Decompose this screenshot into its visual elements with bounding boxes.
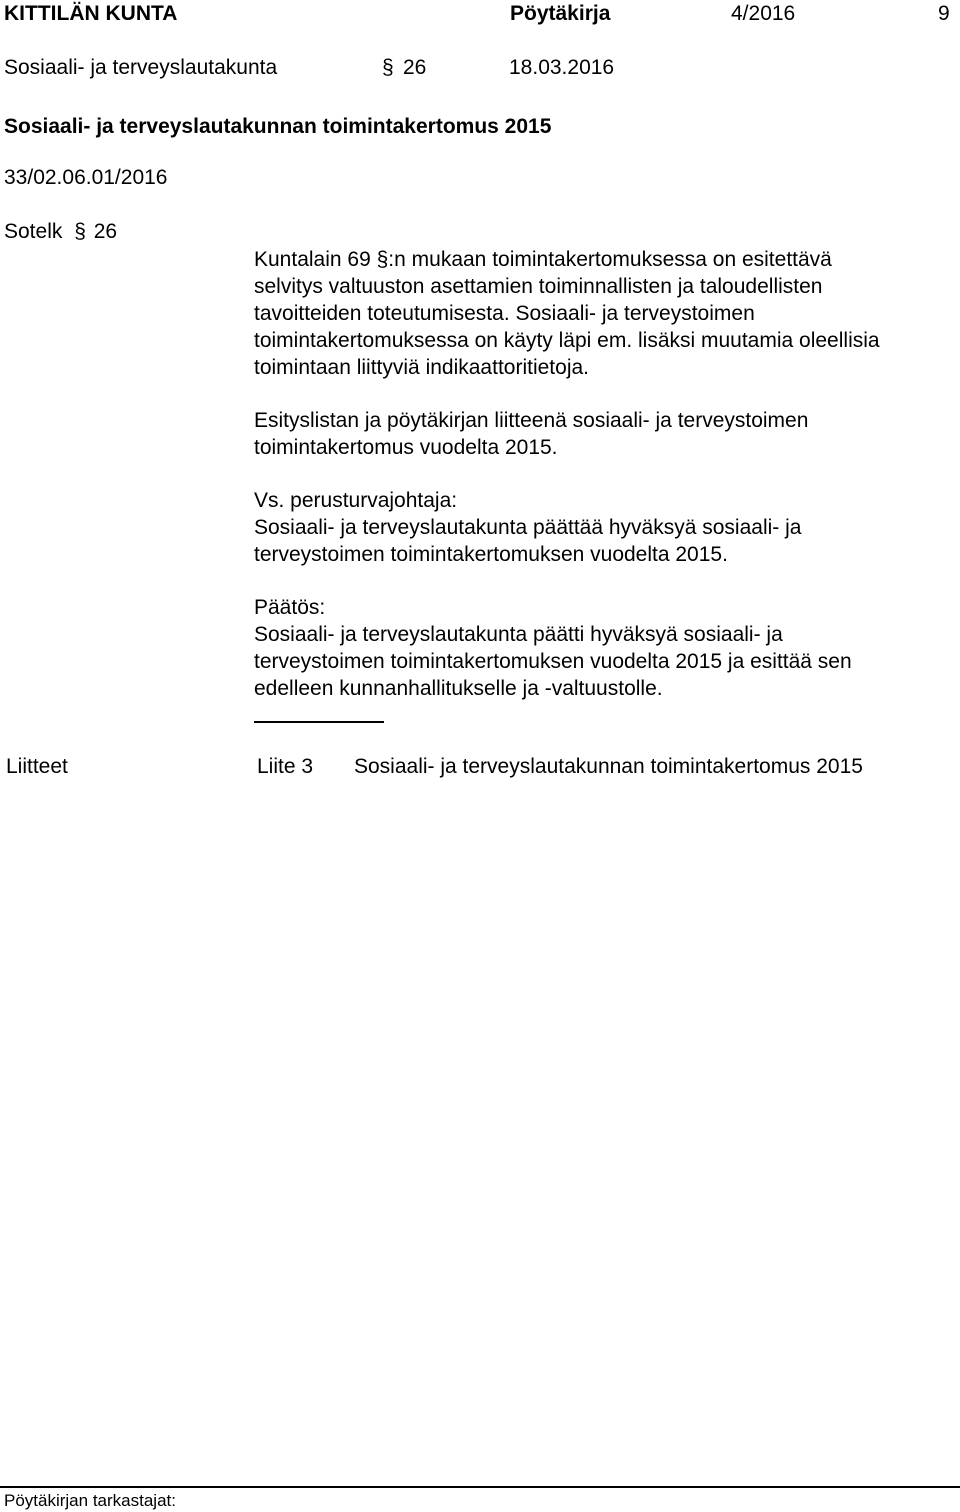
decision-label: Päätös: xyxy=(254,596,326,619)
reference-section-symbol: § xyxy=(74,220,86,243)
body-line: tavoitteiden toteutumisesta. Sosiaali- ja terveystoimen xyxy=(254,302,755,325)
decision-line: Sosiaali- ja terveyslautakunta päätti hyväksyä sosiaali- ja xyxy=(254,623,783,646)
attachment-id: Liite 3 xyxy=(257,755,314,778)
section-divider xyxy=(254,721,384,723)
page-number: 9 xyxy=(938,2,950,25)
decision-line: edelleen kunnanhallitukselle ja -valtuustolle. xyxy=(254,677,663,700)
reviewers-label: Pöytäkirjan tarkastajat: xyxy=(4,1491,176,1510)
body-line: selvitys valtuuston asettamien toiminnallisten ja taloudellisten xyxy=(254,275,823,298)
body-line: toimintaan liittyviä indikaattoritietoja. xyxy=(254,356,589,379)
document-number: 4/2016 xyxy=(731,2,796,25)
reference-name: Sotelk xyxy=(4,220,63,243)
item-title: Sosiaali- ja terveyslautakunnan toimintakertomus 2015 xyxy=(4,115,552,138)
attachment-title[interactable]: Sosiaali- ja terveyslautakunnan toimintakertomus 2015 xyxy=(354,755,863,778)
document-type: Pöytäkirja xyxy=(510,2,611,25)
proposal-line: Sosiaali- ja terveyslautakunta päättää hyväksyä sosiaali- ja xyxy=(254,516,802,539)
reference-number: 26 xyxy=(93,220,118,243)
body-line: toimintakertomus vuodelta 2015. xyxy=(254,436,558,459)
decision-section xyxy=(254,594,954,702)
legal-basis-text-cont: :n mukaan toimintakertomuksessa on esitettävä xyxy=(388,248,832,271)
legal-basis-text: Kuntalain 69 xyxy=(254,248,371,271)
case-number: 33/02.06.01/2016 xyxy=(4,166,168,189)
municipality-name: KITTILÄN KUNTA xyxy=(4,2,178,25)
section-number: 26 xyxy=(403,56,427,79)
proposal-section xyxy=(254,487,954,568)
board-name: Sosiaali- ja terveyslautakunta xyxy=(4,56,278,79)
proposal-line: terveystoimen toimintakertomuksen vuodelta 2015. xyxy=(254,543,728,566)
section-symbol: § xyxy=(382,56,394,79)
paragraph-attachment-note xyxy=(254,407,954,461)
paragraph-background xyxy=(254,246,954,381)
meeting-date: 18.03.2016 xyxy=(509,56,615,79)
attachments-label: Liitteet xyxy=(6,755,68,778)
proposal-label: Vs. perusturvajohtaja: xyxy=(254,489,458,512)
legal-section-symbol: § xyxy=(376,248,389,271)
body-line: Esityslistan ja pöytäkirjan liitteenä sosiaali- ja terveystoimen xyxy=(254,409,809,432)
decision-line: terveystoimen toimintakertomuksen vuodelta 2015 ja esittää sen xyxy=(254,650,852,673)
body-line: toimintakertomuksessa on käyty läpi em. lisäksi muutamia oleellisia xyxy=(254,329,880,352)
reference-label xyxy=(4,220,117,244)
footer-divider xyxy=(0,1486,960,1488)
